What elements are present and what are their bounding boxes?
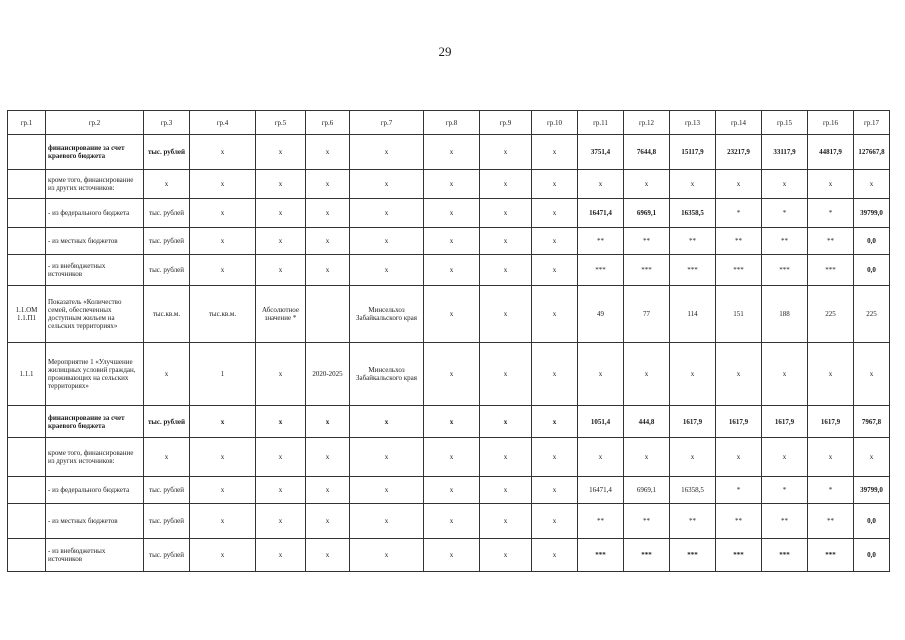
table-cell: *** <box>716 539 762 572</box>
table-cell: х <box>480 199 532 228</box>
table-cell: 7644,8 <box>624 135 670 170</box>
table-cell: х <box>480 286 532 343</box>
table-cell: х <box>306 228 350 255</box>
table-cell: х <box>424 199 480 228</box>
table-cell: х <box>808 343 854 406</box>
table-cell: х <box>480 135 532 170</box>
table-cell: х <box>424 228 480 255</box>
table-cell: х <box>190 170 256 199</box>
header-cell: гр.9 <box>480 111 532 135</box>
table-cell: 23217,9 <box>716 135 762 170</box>
table-row <box>8 504 890 539</box>
table-cell: *** <box>578 255 624 286</box>
table-cell: х <box>350 406 424 438</box>
header-cell: гр.2 <box>46 111 144 135</box>
table-cell: 39799,0 <box>854 199 890 228</box>
table-cell: х <box>424 170 480 199</box>
table-cell: х <box>256 343 306 406</box>
table-cell: х <box>306 170 350 199</box>
table-cell: * <box>762 477 808 504</box>
table-cell: х <box>306 477 350 504</box>
table-cell: *** <box>762 255 808 286</box>
table-cell: 77 <box>624 286 670 343</box>
table-cell: ** <box>578 504 624 539</box>
header-cell: гр.16 <box>808 111 854 135</box>
table-cell: х <box>424 539 480 572</box>
table-cell: ** <box>762 228 808 255</box>
table-cell: х <box>424 477 480 504</box>
table-cell: х <box>256 228 306 255</box>
table-cell: х <box>306 199 350 228</box>
table-cell: х <box>854 343 890 406</box>
table-cell: тыс. рублей <box>144 504 190 539</box>
table-cell: х <box>808 170 854 199</box>
table-cell: тыс.кв.м. <box>190 286 256 343</box>
table-cell: 1051,4 <box>578 406 624 438</box>
table-cell: х <box>854 170 890 199</box>
table-cell: *** <box>808 255 854 286</box>
table-cell: тыс. рублей <box>144 477 190 504</box>
table-cell: х <box>350 228 424 255</box>
table-cell: - из внебюджетных источников <box>46 539 144 572</box>
table-cell <box>306 286 350 343</box>
table-cell: 2020-2025 <box>306 343 350 406</box>
table-cell: х <box>350 539 424 572</box>
header-cell: гр.15 <box>762 111 808 135</box>
table-cell <box>8 135 46 170</box>
table-cell <box>8 199 46 228</box>
table-cell: х <box>256 539 306 572</box>
table-cell: ** <box>716 228 762 255</box>
table-cell: 225 <box>808 286 854 343</box>
table-cell: х <box>532 539 578 572</box>
table-cell: 1617,9 <box>716 406 762 438</box>
table-cell: х <box>480 170 532 199</box>
table-cell: х <box>256 438 306 477</box>
table-cell: х <box>350 135 424 170</box>
table-cell: 1617,9 <box>808 406 854 438</box>
table-cell: 16471,4 <box>578 477 624 504</box>
table-row <box>8 135 890 170</box>
header-cell: гр.3 <box>144 111 190 135</box>
table-cell: х <box>532 438 578 477</box>
table-cell: х <box>190 477 256 504</box>
table-cell: - из местных бюджетов <box>46 228 144 255</box>
table-cell: тыс.кв.м. <box>144 286 190 343</box>
table-cell: * <box>808 477 854 504</box>
table-cell: х <box>762 343 808 406</box>
table-cell: 114 <box>670 286 716 343</box>
table-cell: х <box>532 286 578 343</box>
table-cell: х <box>144 438 190 477</box>
table-cell: х <box>716 438 762 477</box>
table-cell: х <box>190 406 256 438</box>
table-cell: ** <box>624 228 670 255</box>
table-cell: Минсельхоз Забайкальского края <box>350 286 424 343</box>
table-cell: ** <box>624 504 670 539</box>
table-cell: х <box>350 504 424 539</box>
table-cell: - из федерального бюджета <box>46 199 144 228</box>
table-row <box>8 539 890 572</box>
table-cell: 151 <box>716 286 762 343</box>
header-cell: гр.7 <box>350 111 424 135</box>
table-row <box>8 170 890 199</box>
table-cell: х <box>350 170 424 199</box>
table-cell: 3751,4 <box>578 135 624 170</box>
header-cell: гр.5 <box>256 111 306 135</box>
table-cell: 0,0 <box>854 504 890 539</box>
table-cell: х <box>578 343 624 406</box>
table-cell: финансирование за счет краевого бюджета <box>46 406 144 438</box>
table-cell: ** <box>808 504 854 539</box>
table-cell: х <box>480 228 532 255</box>
table-cell: х <box>190 255 256 286</box>
table-cell: 44817,9 <box>808 135 854 170</box>
table-cell: х <box>578 170 624 199</box>
table-cell: - из федерального бюджета <box>46 477 144 504</box>
table-cell: х <box>190 199 256 228</box>
header-row <box>8 111 890 135</box>
header-cell: гр.4 <box>190 111 256 135</box>
table-cell: х <box>670 343 716 406</box>
table-cell: х <box>424 406 480 438</box>
table-cell: х <box>190 228 256 255</box>
table-cell: - из местных бюджетов <box>46 504 144 539</box>
table-cell: *** <box>624 539 670 572</box>
table-cell: х <box>306 135 350 170</box>
header-cell: гр.10 <box>532 111 578 135</box>
table-cell: х <box>624 343 670 406</box>
table-cell: тыс. рублей <box>144 135 190 170</box>
table-cell: х <box>762 170 808 199</box>
header-cell: гр.11 <box>578 111 624 135</box>
table-cell: 15117,9 <box>670 135 716 170</box>
table-cell <box>8 438 46 477</box>
table-cell: * <box>716 199 762 228</box>
table-cell: х <box>256 255 306 286</box>
header-cell: гр.1 <box>8 111 46 135</box>
header-cell: гр.12 <box>624 111 670 135</box>
table-cell: 1617,9 <box>762 406 808 438</box>
table-cell: 6969,1 <box>624 477 670 504</box>
table-cell: *** <box>578 539 624 572</box>
table-cell: х <box>480 255 532 286</box>
table-cell: ** <box>762 504 808 539</box>
table-cell: х <box>716 170 762 199</box>
table-cell: х <box>532 406 578 438</box>
table-cell: ** <box>670 504 716 539</box>
table-cell: 1617,9 <box>670 406 716 438</box>
header-cell: гр.6 <box>306 111 350 135</box>
program-table <box>7 110 890 572</box>
table-row <box>8 438 890 477</box>
table-cell: х <box>256 477 306 504</box>
table-cell: кроме того, финансирование из других источников: <box>46 170 144 199</box>
table-cell: 49 <box>578 286 624 343</box>
table-row <box>8 199 890 228</box>
table-cell: 16358,5 <box>670 199 716 228</box>
table-cell: х <box>256 504 306 539</box>
table-cell <box>8 539 46 572</box>
table-row <box>8 406 890 438</box>
table-cell: х <box>624 170 670 199</box>
table-cell: х <box>480 438 532 477</box>
table-row <box>8 228 890 255</box>
table-cell: х <box>350 477 424 504</box>
table-cell: 16358,5 <box>670 477 716 504</box>
page-number: 29 <box>438 44 452 59</box>
table-cell: х <box>480 539 532 572</box>
table-cell: х <box>716 343 762 406</box>
table-cell: х <box>480 504 532 539</box>
table-cell: ** <box>808 228 854 255</box>
table-cell: х <box>670 438 716 477</box>
table-cell: *** <box>670 255 716 286</box>
table-cell <box>8 170 46 199</box>
table-cell: *** <box>624 255 670 286</box>
table-cell: 444,8 <box>624 406 670 438</box>
table-cell: х <box>424 286 480 343</box>
table-cell: х <box>762 438 808 477</box>
table-cell: 16471,4 <box>578 199 624 228</box>
table-cell: х <box>854 438 890 477</box>
header-cell: гр.17 <box>854 111 890 135</box>
table-cell: х <box>190 135 256 170</box>
table-cell: х <box>808 438 854 477</box>
table-cell: * <box>808 199 854 228</box>
table-cell: 0,0 <box>854 539 890 572</box>
table-cell: *** <box>716 255 762 286</box>
table-cell: х <box>532 135 578 170</box>
table-cell: 127667,8 <box>854 135 890 170</box>
table-cell: Показатель «Количество семей, обеспеченных доступным жильем на сельских территориях» <box>46 286 144 343</box>
table-cell: 188 <box>762 286 808 343</box>
table-cell: тыс. рублей <box>144 228 190 255</box>
table-cell: * <box>716 477 762 504</box>
table-cell: 6969,1 <box>624 199 670 228</box>
table-cell: 1.1.1 <box>8 343 46 406</box>
table-cell: х <box>190 504 256 539</box>
table-cell: * <box>762 199 808 228</box>
table-cell: х <box>424 504 480 539</box>
table-cell: тыс. рублей <box>144 199 190 228</box>
table-cell: х <box>190 438 256 477</box>
table-cell: 39799,0 <box>854 477 890 504</box>
header-cell: гр.14 <box>716 111 762 135</box>
table-cell: х <box>532 199 578 228</box>
table-cell: 0,0 <box>854 228 890 255</box>
table-cell: х <box>306 504 350 539</box>
table-cell: Мероприятие 1 «Улучшение жилищных условий граждан, проживающих на сельских территориях» <box>46 343 144 406</box>
table-cell: х <box>424 135 480 170</box>
table-cell: х <box>424 255 480 286</box>
table-cell: х <box>190 539 256 572</box>
table-cell: финансирование за счет краевого бюджета <box>46 135 144 170</box>
table-row <box>8 255 890 286</box>
table-cell <box>8 406 46 438</box>
table-cell: х <box>670 170 716 199</box>
table-cell <box>8 228 46 255</box>
header-cell: гр.8 <box>424 111 480 135</box>
table-cell: тыс. рублей <box>144 539 190 572</box>
table-cell: 1 <box>190 343 256 406</box>
table-cell: х <box>350 199 424 228</box>
table-cell: х <box>256 406 306 438</box>
table-cell: х <box>256 135 306 170</box>
table-cell: х <box>424 438 480 477</box>
table-cell: х <box>480 477 532 504</box>
table-cell: 0,0 <box>854 255 890 286</box>
table-cell <box>8 477 46 504</box>
table-cell: Абсолютное значение * <box>256 286 306 343</box>
table-row <box>8 286 890 343</box>
table-cell: х <box>532 255 578 286</box>
table-cell: х <box>532 477 578 504</box>
table-cell: - из внебюджетных источников <box>46 255 144 286</box>
table-cell: х <box>532 170 578 199</box>
table-cell: х <box>256 199 306 228</box>
table-row <box>8 343 890 406</box>
table-cell: х <box>480 343 532 406</box>
table-row <box>8 477 890 504</box>
table-cell: х <box>350 255 424 286</box>
table-cell: х <box>480 406 532 438</box>
table-cell: Минсельхоз Забайкальского края <box>350 343 424 406</box>
table-cell: *** <box>762 539 808 572</box>
table-cell: тыс. рублей <box>144 406 190 438</box>
table-cell: х <box>144 343 190 406</box>
header-cell: гр.13 <box>670 111 716 135</box>
table-cell: ** <box>716 504 762 539</box>
table-cell: х <box>306 539 350 572</box>
table-cell: х <box>532 228 578 255</box>
table-cell: х <box>306 255 350 286</box>
table-cell: 7967,8 <box>854 406 890 438</box>
table-cell: ** <box>578 228 624 255</box>
table-cell: х <box>424 343 480 406</box>
table-cell: 225 <box>854 286 890 343</box>
table-cell: тыс. рублей <box>144 255 190 286</box>
table-cell: х <box>578 438 624 477</box>
table-cell: 1.1.ОМ 1.1.П1 <box>8 286 46 343</box>
table-cell <box>8 504 46 539</box>
table-cell: х <box>306 406 350 438</box>
table-cell: х <box>532 504 578 539</box>
table-cell: кроме того, финансирование из других источников: <box>46 438 144 477</box>
table-cell: х <box>624 438 670 477</box>
table-cell: х <box>306 438 350 477</box>
table-cell: х <box>532 343 578 406</box>
table-cell: ** <box>670 228 716 255</box>
table-cell: х <box>350 438 424 477</box>
table-cell <box>8 255 46 286</box>
table-cell: *** <box>808 539 854 572</box>
table-cell: *** <box>670 539 716 572</box>
table-cell: 33117,9 <box>762 135 808 170</box>
table-cell: х <box>256 170 306 199</box>
table-cell: х <box>144 170 190 199</box>
